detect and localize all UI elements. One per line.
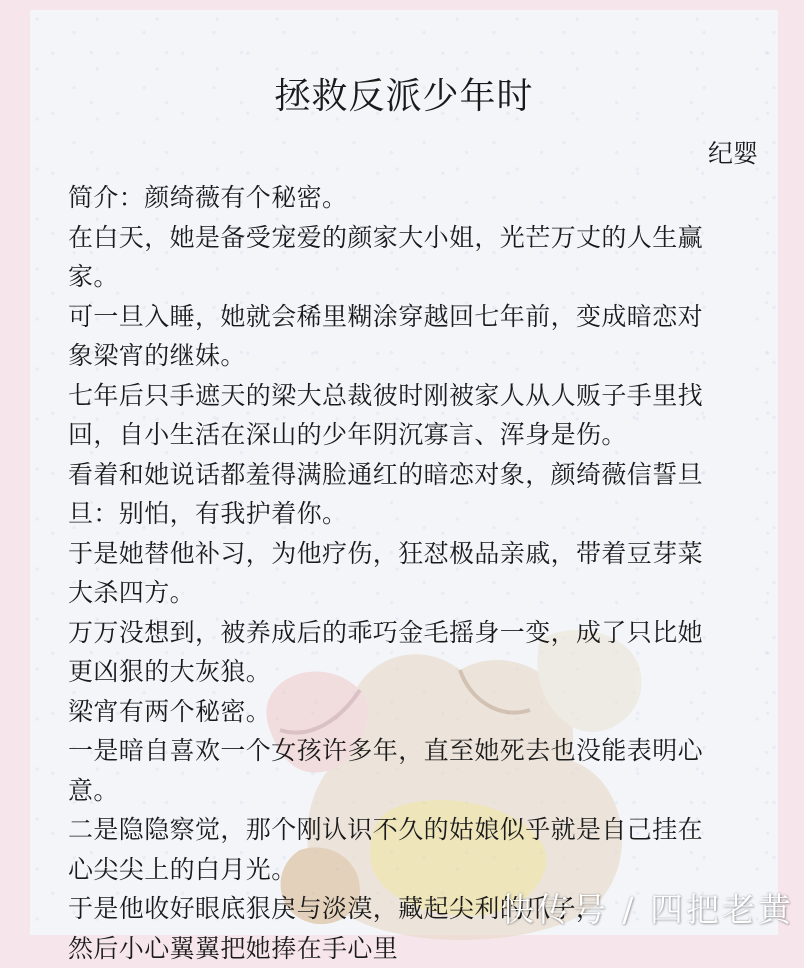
text-line: 二是隐隐察觉，那个刚认识不久的姑娘似乎就是自己挂在	[68, 810, 798, 850]
text-line: 看着和她说话都羞得满脸通红的暗恋对象，颜绮薇信誓旦	[68, 455, 798, 495]
watermark: 快传号 / 四把老黄	[501, 884, 794, 931]
text-line: 心尖尖上的白月光。	[68, 850, 798, 890]
text-line: 家。	[68, 257, 798, 297]
text-line: 梁宵有两个秘密。	[68, 692, 798, 732]
author-name: 纪婴	[708, 134, 758, 170]
text-line: 简介：颜绮薇有个秘密。	[68, 178, 798, 218]
text-line: 大杀四方。	[68, 573, 798, 613]
text-line: 象梁宵的继妹。	[68, 336, 798, 376]
text-line: 可一旦入睡，她就会稀里糊涂穿越回七年前，变成暗恋对	[68, 297, 798, 337]
text-line: 万万没想到，被养成后的乖巧金毛摇身一变，成了只比她	[68, 613, 798, 653]
text-line: 然后小心翼翼把她捧在手心里	[68, 929, 798, 968]
text-line: 一是暗自喜欢一个女孩许多年，直至她死去也没能表明心	[68, 731, 798, 771]
text-line: 七年后只手遮天的梁大总裁彼时刚被家人从人贩子手里找	[68, 376, 798, 416]
text-line: 于是他收好眼底狠戾与淡漠，藏起尖利的爪子，	[68, 889, 798, 929]
text-line: 更凶狠的大灰狼。	[68, 652, 798, 692]
text-line: 于是她替他补习，为他疗伤，狂怼极品亲戚，带着豆芽菜	[68, 534, 798, 574]
text-line: 意。	[68, 771, 798, 811]
text-line: 在白天，她是备受宠爱的颜家大小姐，光芒万丈的人生赢	[68, 218, 798, 258]
article-title: 拯救反派少年时	[30, 68, 778, 119]
paper-background	[30, 10, 778, 935]
text-line: 回，自小生活在深山的少年阴沉寡言、浑身是伤。	[68, 415, 798, 455]
text-line: 旦：别怕，有我护着你。	[68, 494, 798, 534]
synopsis-body	[68, 178, 798, 968]
